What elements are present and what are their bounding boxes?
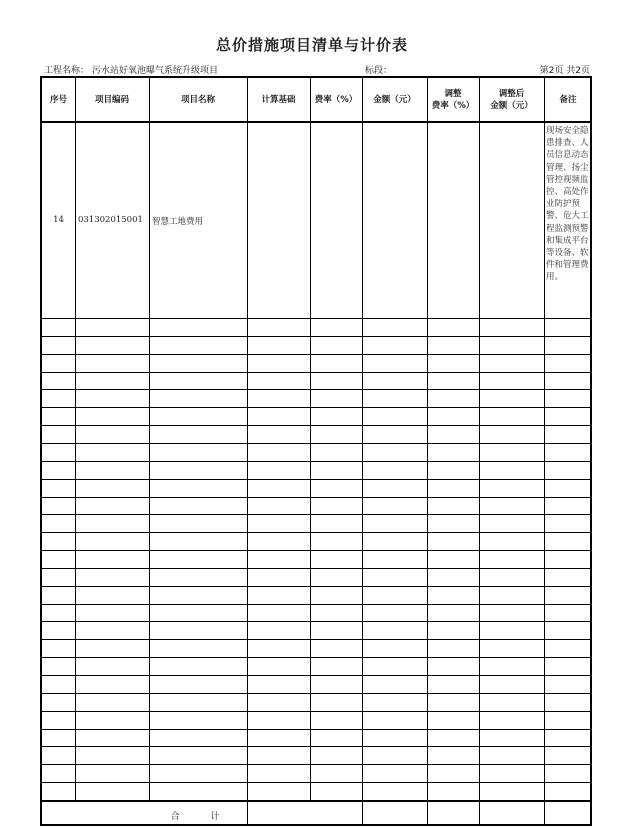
empty-row-divider xyxy=(42,532,590,533)
section-label: 标段： xyxy=(365,66,393,76)
row-name: 智慧工地费用 xyxy=(152,217,204,227)
empty-row-divider xyxy=(42,621,590,622)
empty-row-divider xyxy=(42,372,590,373)
total-label: 合 计 xyxy=(170,812,234,822)
empty-row-divider xyxy=(42,550,590,551)
empty-row-divider xyxy=(42,746,590,747)
empty-row-divider xyxy=(42,657,590,658)
project-name: 污水站好氧池曝气系统升级项目 xyxy=(92,66,219,76)
empty-row-divider xyxy=(42,497,590,498)
grid-vline xyxy=(310,78,311,800)
pricing-table xyxy=(40,76,592,826)
grid-vline xyxy=(149,78,150,800)
empty-row-divider xyxy=(42,407,590,408)
empty-row-divider xyxy=(42,568,590,569)
empty-row-divider xyxy=(42,764,590,765)
header-divider xyxy=(42,121,590,123)
project-label: 工程名称： xyxy=(44,66,90,76)
col-header-base: 计算基础 xyxy=(261,95,296,105)
empty-row-divider xyxy=(42,782,590,783)
grid-vline xyxy=(427,78,428,824)
empty-row-divider xyxy=(42,693,590,694)
empty-row-divider xyxy=(42,586,590,587)
page-title: 总价措施项目清单与计价表 xyxy=(215,36,408,54)
empty-row-divider xyxy=(42,729,590,730)
page-info: 第2页 共2页 xyxy=(539,66,590,76)
col-header-remark: 备注 xyxy=(559,95,577,105)
empty-row-divider xyxy=(42,336,590,337)
empty-row-divider xyxy=(42,354,590,355)
row-code: 031302015001 xyxy=(78,215,143,225)
row-divider xyxy=(42,318,590,319)
empty-row-divider xyxy=(42,479,590,480)
empty-row-divider xyxy=(42,639,590,640)
grid-vline xyxy=(479,78,480,824)
col-header-code: 项目编码 xyxy=(94,95,129,105)
col-header-name: 项目名称 xyxy=(180,95,215,105)
grid-vline xyxy=(362,78,363,824)
empty-row-divider xyxy=(42,425,590,426)
row-remark: 现场安全隐患排查、人员信息动态管理、扬尘管控视频监控、高处作业防护预警、危大工程监测预警和集成平台等设备、软件和管理费用。 xyxy=(546,126,589,283)
empty-row-divider xyxy=(42,389,590,390)
empty-row-divider xyxy=(42,675,590,676)
empty-row-divider xyxy=(42,443,590,444)
empty-row-divider xyxy=(42,711,590,712)
col-header-seq: 序号 xyxy=(49,95,67,105)
grid-vline xyxy=(247,78,248,824)
total-divider xyxy=(42,800,590,802)
col-header-rate: 费率（%） xyxy=(314,95,358,105)
grid-vline xyxy=(544,78,545,824)
empty-row-divider xyxy=(42,461,590,462)
col-header-adj-rate: 调整 费率（%） xyxy=(431,89,475,111)
col-header-adj-amount: 调整后 金额（元） xyxy=(490,89,533,111)
row-seq: 14 xyxy=(53,215,64,225)
empty-row-divider xyxy=(42,514,590,515)
grid-vline xyxy=(75,78,76,800)
col-header-amount: 金额（元） xyxy=(373,95,416,105)
empty-row-divider xyxy=(42,604,590,605)
